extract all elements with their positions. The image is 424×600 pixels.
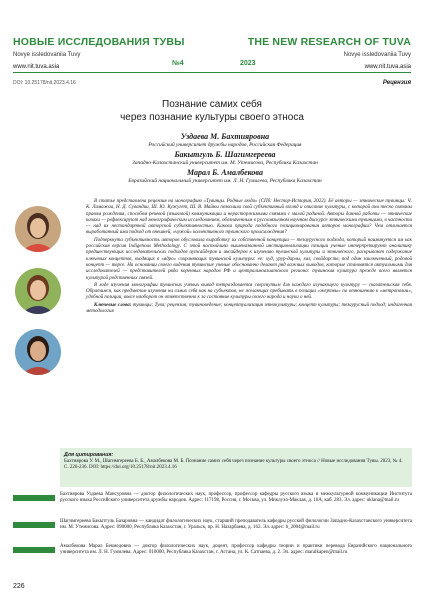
abstract-paragraph: Подчеркнута субъективность авторов обусловила выработку их собственной концепции — тезаурусного подхода, который наиминуется им как российская версия Indigenous Methodology. С этой настойчиво вышеназванной инстиционализации позиции ученые интерпретируют аналитику предшествующих исследовательских подходов аутсайдеров и инсайдеров к изучению тувинской культуры и этнического, раскрывают содержание ключевых концептов, входящих в «ядро» сохраняющих тувинской культуры: ее: худ, урур-дарлы, хиз, свойдарств, под один заключенный, родовой концепт — тврсе. На основании своего видения тувинские ученые обоснованно делают ряд важных выводов, которые становятся актуальными для исследователей — представителей ряда коренных народов РФ и центральноазиатского региона: тувинская культура прежде всего является культурой родственных связей. xyxy=(86,237,412,281)
abstract xyxy=(86,199,412,316)
citation-text: Бахтиярова У. М., Шагимгереева Б. Б., Амалбекова М. Б. Познание самих себя через познание культуры своего этноса // Новые исследования Тувы. 2023, № 4. С. 226-236. DOI: https://doi.org/10.25178/nit.2023.4.16 xyxy=(64,459,403,471)
journal-subtitle-left: Novye issledovaniia Tuvy xyxy=(13,52,81,58)
bio-marker xyxy=(13,522,55,528)
doi: DOI: 10.25178/nit.2023.4.16 xyxy=(13,80,76,86)
article-title xyxy=(0,98,424,124)
keywords-text: тувинцы; Тува; рецензия; тувиноведение; концептуализация этнокультуры; концепт культуры; тезаурусный подход; индигенная методология xyxy=(86,302,412,315)
keywords-label: Ключевые слова: xyxy=(94,302,132,308)
portrait-photo-icon xyxy=(15,268,61,314)
portrait-photo-icon xyxy=(15,329,61,375)
journal-title-ru: НОВЫЕ ИССЛЕДОВАНИЯ ТУВЫ xyxy=(13,36,185,48)
portrait-photo-icon xyxy=(15,206,61,252)
citation-label: Для цитирования: xyxy=(64,452,114,458)
author-name: Марал Б. Амалбекова xyxy=(187,168,263,177)
author-affiliation: Западно-Казахстанский университет им. М. Утемисова, Республика Казахстан xyxy=(132,160,318,166)
author-affiliation: Евразийский национальный университет им. Л. Н. Гумилева, Республика Казахстан xyxy=(128,178,322,184)
author-list xyxy=(60,131,390,185)
abstract-paragraph: В статье представлена рецензия на монографию «Тувинцы. Родные люди» (СПб: Нестор-История, 2022). Её авторы — этнические тувинцы: Ч. К. Ламажаа, Н. Д. Сувандии, Ш. Ю. Кужугет, Ш. В. Майны позволили свой субъективный взгляд и описание культуры, с которой они тесно связаны правом рождения, способом речевой (языковой) коммуникации и нерасторжимыми связями с малой родиной. Авторы данной работы — этнические казахи — рефлексируют над монографическим исследованием, обозначенным в русскоязычном научном дискурсе этническими тувинцами, в частности — над их нестандартной авторской субъективностью. Какова природа подобного позиционирования авторов монографии? Чем отличается выработанный ими подход от внешней, «чужой» коллективного тувинского происхождения? xyxy=(86,199,412,236)
author-bio-3: Амалбекова Марал Бекмедовна — доктор филологических наук, доцент, профессор кафедры теории и практики перевода Евразийского национального университета им. Л. Н. Гумилева. Адрес: 010000, Республика Казахстан, г. Астана, ул. К. Сатпаева, д. 2. Эл. адрес: maralkapen@mail.ru xyxy=(60,544,412,556)
bio-marker xyxy=(13,495,55,501)
journal-url-right[interactable]: www.nit.tuva.asia xyxy=(364,64,411,70)
author-photo-2 xyxy=(15,268,61,314)
header-rule xyxy=(13,72,411,73)
author-bio-2: Шагимгереева Бакытгуль Базаровна — кандидат филологических наук, старший преподаватель кафедры русской филологии Западно-Казахстанского университета им. М. Утемисова. Адрес: 090000, Республика Казахстан, г. Уральск, пр. Н. Назарбаева, д. 162. Эл. адрес: b_2004@mail.ru xyxy=(60,519,412,531)
journal-url-left[interactable]: www.nit.tuva.asia xyxy=(13,64,60,70)
page-number: 226 xyxy=(13,583,25,590)
author-bio-1: Бахтиярова Уздаева Мансуровна — доктор филологических наук, профессор, профессор кафедры русского языка и межкультурной коммуникации Института русского языка Российского университета дружбы народов. Адрес: 117198, Россия, г. Москва, ул. Миклухо-Маклая, д. 10А, каб. 283. Эл. адрес: uklana@mail.ru xyxy=(60,492,412,504)
bio-marker xyxy=(13,547,55,553)
issue-year: 2023 xyxy=(240,60,256,67)
author-photo-1 xyxy=(15,206,61,252)
author-name: Бакытгуль Б. Шагимгереева xyxy=(174,150,276,159)
abstract-paragraph: В ходе изучения монографии тувинских ученых вывод тетраэдовается свергнутым для каждого изучающего культуру — сказательская себя. Обратимся, как предметом изучения на самих себя как на субъектов, не желающих пребывать в позиции «жертвы» по отношению к «метрополии», удобной позиции, вовсе наоборот он ответственно к за состояние культуры своего народа и науки о ней. xyxy=(86,282,412,301)
section-label: Рецензия xyxy=(382,80,411,86)
author-name: Уздаева М. Бахтияровна xyxy=(180,132,270,141)
issue-number: №4 xyxy=(172,60,184,67)
journal-subtitle-right: Novye issledovaniia Tuvy xyxy=(343,52,411,58)
article-title-line-2: через познание культуры своего этноса xyxy=(120,112,304,123)
journal-title-en: THE NEW RESEARCH OF TUVA xyxy=(247,36,411,48)
author-affiliation: Российский университет дружбы народов, Российская Федерация xyxy=(148,142,302,148)
article-title-line-1: Познание самих себя xyxy=(162,99,262,110)
author-photo-3 xyxy=(15,329,61,375)
keywords xyxy=(86,303,412,316)
